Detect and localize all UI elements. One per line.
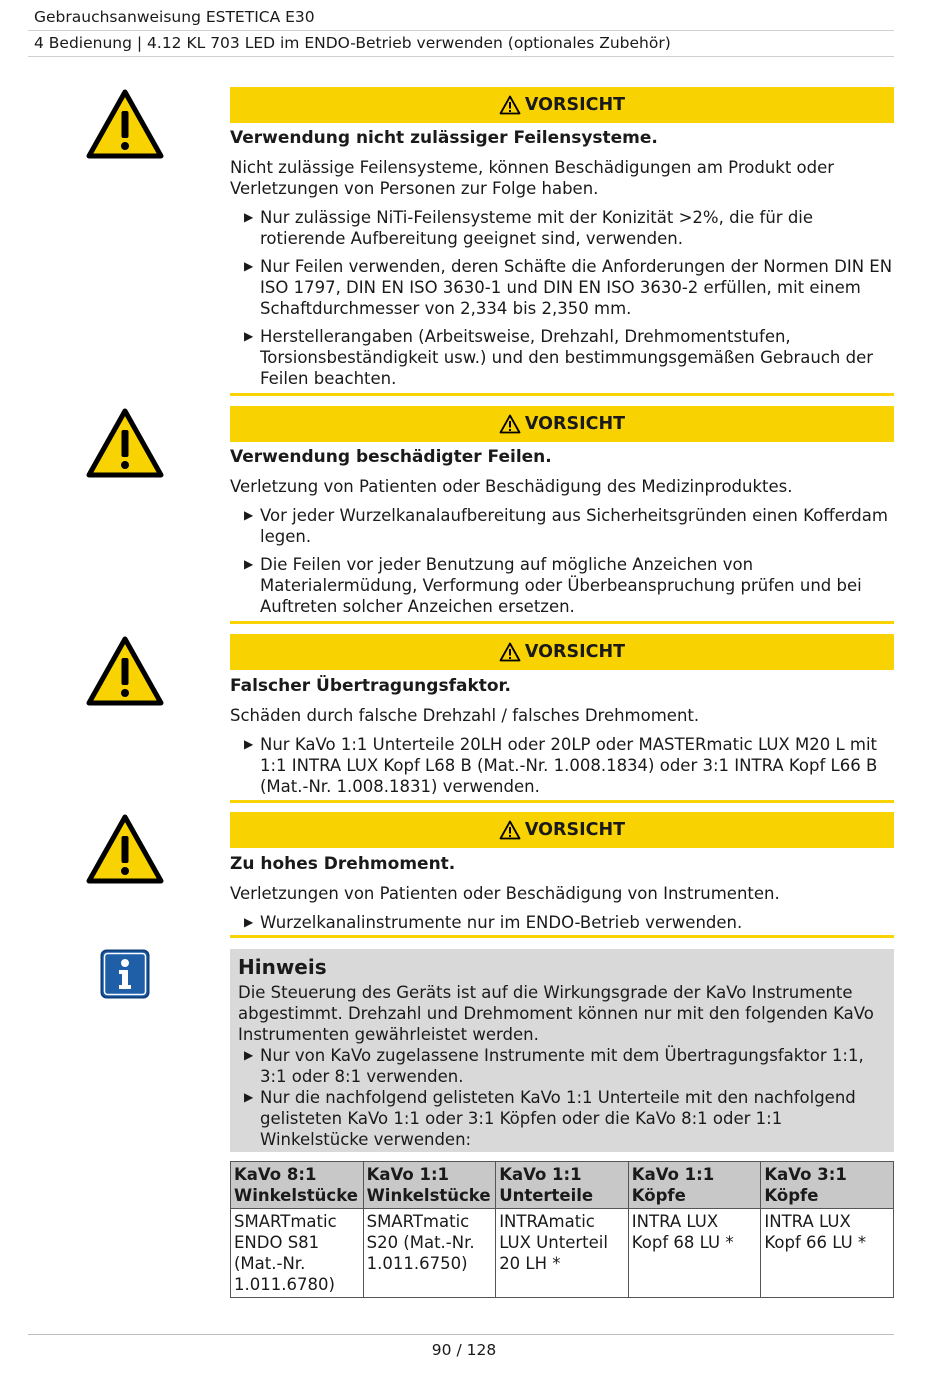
- list-item-text: Nur KaVo 1:1 Unterteile 20LH oder 20LP oder MASTERmatic LUX M20 L mit 1:1 INTRA LUX Kopf L68 B (Mat.-Nr. 1.008.1834) oder 3:1 INTRA Kopf L66 B (Mat.-Nr. 1.008.1831) verwenden.: [260, 735, 878, 796]
- list-item-text: Nur von KaVo zugelassene Instrumente mit dem Übertragungsfaktor 1:1, 3:1 oder 8:1 verwenden.: [260, 1046, 864, 1086]
- table-cell: INTRA LUX Kopf 66 LU *: [761, 1209, 894, 1298]
- table-header-cell: KaVo 8:1 Winkelstücke: [231, 1162, 364, 1209]
- list-item-text: Nur die nachfolgend gelisteten KaVo 1:1 Unterteile mit den nachfolgend gelisteten KaVo 1:1 oder 3:1 Köpfen oder die KaVo 8:1 oder 1:1 Winkelstücke verwenden:: [260, 1088, 856, 1149]
- list-item: [230, 912, 894, 933]
- page-number: 90 / 128: [431, 1341, 497, 1359]
- caution-banner: [230, 634, 894, 670]
- note-box: [230, 949, 894, 1152]
- warning-block: [230, 447, 894, 624]
- table-header-cell: KaVo 1:1 Unterteile: [496, 1162, 629, 1209]
- list-item-text: Wurzelkanalinstrumente nur im ENDO-Betrieb verwenden.: [260, 913, 743, 932]
- bullet-arrow-icon: ▶: [244, 259, 254, 273]
- list-item: [230, 554, 894, 617]
- list-item-text: Nur Feilen verwenden, deren Schäfte die Anforderungen der Normen DIN EN ISO 1797, DIN EN ISO 3630-1 und DIN EN ISO 3630-2 erfüllen, mit einem Schaftdurchmesser von 2,334 bis 2,350 mm.: [260, 257, 893, 318]
- warning-intro: Verletzungen von Patienten oder Beschädigung von Instrumenten.: [230, 884, 780, 903]
- warning-title: Zu hohes Drehmoment.: [230, 854, 456, 874]
- list-item: [230, 207, 894, 249]
- caution-label: VORSICHT: [524, 642, 626, 662]
- caution-banner: [230, 87, 894, 123]
- caution-banner: [230, 406, 894, 442]
- table-header-row: [231, 1162, 894, 1209]
- list-item: [230, 734, 894, 797]
- list-item: [230, 256, 894, 319]
- bullet-arrow-icon: ▶: [244, 329, 254, 343]
- caution-label: VORSICHT: [524, 820, 626, 840]
- warning-end-line: [230, 621, 894, 624]
- warning-triangle-icon: [86, 89, 164, 159]
- note-title: Hinweis: [238, 955, 327, 979]
- warning-small-icon: [499, 95, 521, 115]
- warning-intro: Schäden durch falsche Drehzahl / falsches Drehmoment.: [230, 706, 700, 725]
- note-text: Die Steuerung des Geräts ist auf die Wirkungsgrade der KaVo Instrumente abgestimmt. Drehzahl und Drehmoment können nur mit den folgenden KaVo Instrumenten gewährleistet werden.: [238, 983, 874, 1044]
- table-header-cell: KaVo 1:1 Winkelstücke: [363, 1162, 496, 1209]
- warning-small-icon: [499, 642, 521, 662]
- bullet-arrow-icon: ▶: [244, 508, 254, 522]
- table-cell: INTRA LUX Kopf 68 LU *: [628, 1209, 761, 1298]
- warning-title: Verwendung beschädigter Feilen.: [230, 447, 552, 467]
- list-item: [238, 1045, 886, 1087]
- list-item-text: Herstellerangaben (Arbeitsweise, Drehzahl, Drehmomentstufen, Torsionsbeständigkeit usw.) und den bestimmungsgemäßen Gebrauch der Feilen beachten.: [260, 327, 874, 388]
- warning-end-line: [230, 935, 894, 938]
- info-icon: [100, 949, 150, 999]
- warning-small-icon: [499, 820, 521, 840]
- bullet-arrow-icon: ▶: [244, 557, 254, 571]
- warning-triangle-icon: [86, 636, 164, 706]
- table-cell: INTRAmatic LUX Unterteil 20 LH *: [496, 1209, 629, 1298]
- warning-title: Verwendung nicht zulässiger Feilensysteme.: [230, 128, 658, 148]
- table-cell: SMARTmatic S20 (Mat.-Nr. 1.011.6750): [363, 1209, 496, 1298]
- header-divider: [28, 56, 894, 57]
- warning-title: Falscher Übertragungsfaktor.: [230, 676, 511, 696]
- caution-label: VORSICHT: [524, 95, 626, 115]
- list-item: [230, 505, 894, 547]
- document-title: Gebrauchsanweisung ESTETICA E30: [34, 8, 315, 26]
- bullet-arrow-icon: ▶: [244, 1090, 254, 1104]
- warning-block: [230, 128, 894, 396]
- header-divider: [28, 30, 894, 31]
- warning-end-line: [230, 393, 894, 396]
- bullet-arrow-icon: ▶: [244, 915, 254, 929]
- caution-banner: [230, 812, 894, 848]
- table-row: [231, 1209, 894, 1298]
- warning-triangle-icon: [86, 408, 164, 478]
- table-header-cell: KaVo 1:1 Köpfe: [628, 1162, 761, 1209]
- warning-triangle-icon: [86, 814, 164, 884]
- bullet-arrow-icon: ▶: [244, 1048, 254, 1062]
- bullet-arrow-icon: ▶: [244, 737, 254, 751]
- list-item: [238, 1087, 886, 1150]
- section-breadcrumb: 4 Bedienung | 4.12 KL 703 LED im ENDO-Betrieb verwenden (optionales Zubehör): [34, 34, 671, 52]
- table-cell: SMARTmatic ENDO S81 (Mat.-Nr. 1.011.6780): [231, 1209, 364, 1298]
- warning-block: [230, 854, 894, 940]
- warning-intro: Nicht zulässige Feilensysteme, können Beschädigungen am Produkt oder Verletzungen von Personen zur Folge haben.: [230, 158, 835, 198]
- instrument-table: [230, 1161, 894, 1298]
- list-item-text: Die Feilen vor jeder Benutzung auf mögliche Anzeichen von Materialermüdung, Verformung oder Überbeanspruchung prüfen und bei Auftreten solcher Anzeichen ersetzen.: [260, 555, 862, 616]
- table-header-cell: KaVo 3:1 Köpfe: [761, 1162, 894, 1209]
- warning-intro: Verletzung von Patienten oder Beschädigung des Medizinproduktes.: [230, 477, 793, 496]
- caution-label: VORSICHT: [524, 414, 626, 434]
- warning-small-icon: [499, 414, 521, 434]
- warning-end-line: [230, 800, 894, 803]
- list-item-text: Nur zulässige NiTi-Feilensysteme mit der Konizität >2%, die für die rotierende Aufbereitung geeignet sind, verwenden.: [260, 208, 814, 248]
- warning-block: [230, 676, 894, 804]
- list-item-text: Vor jeder Wurzelkanalaufbereitung aus Sicherheitsgründen einen Kofferdam legen.: [260, 506, 888, 546]
- bullet-arrow-icon: ▶: [244, 210, 254, 224]
- footer-divider: [28, 1334, 894, 1335]
- list-item: [230, 326, 894, 389]
